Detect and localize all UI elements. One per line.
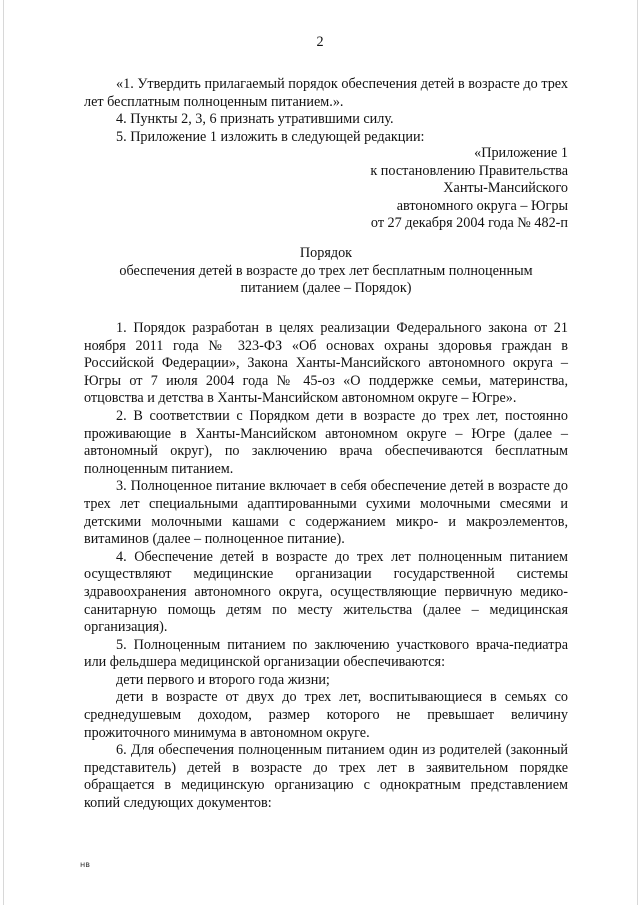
title-line: Порядок — [299, 245, 353, 261]
appendix-line: Ханты-Мансийского — [443, 180, 568, 197]
appendix-header — [370, 145, 568, 233]
intro-section — [84, 76, 568, 146]
footer-code: нв — [80, 860, 90, 869]
main-paragraph: 3. Полноценное питание включает в себя обеспечение детей в возрасте до трех лет специальными адаптированными сухими молочными смесями и детскими молочными кашами с содержанием микро- и макроэлементов, витаминов (далее – полноценное питание). — [84, 478, 568, 548]
main-paragraph: 4. Обеспечение детей в возрасте до трех лет полноценным питанием осуществляют медицинские организации государственной системы здравоохранения автономного округа, осуществляющие первичную медико-санитарную помощь детям по месту жительства (далее – медицинская организация). — [84, 548, 568, 636]
intro-paragraph: 4. Пункты 2, 3, 6 признать утратившими силу. — [116, 111, 394, 128]
main-paragraph: 6. Для обеспечения полноценным питанием один из родителей (законный представитель) детей в возрасте до трех лет в заявительном порядке обращается в медицинскую организацию с однократным представлением копий следующих документов: — [84, 742, 568, 812]
main-paragraph: дети в возрасте от двух до трех лет, воспитывающиеся в семьях со среднедушевым доходом, размер которого не превышает величину прожиточного минимума в автономном округе. — [84, 689, 568, 741]
main-paragraph: 2. В соответствии с Порядком дети в возрасте до трех лет, постоянно проживающие в Ханты-Мансийском автономном округе – Югре (далее – автономный округ), по заключению врача обеспечиваются бесплатным полноценным питанием. — [84, 407, 568, 477]
appendix-line: автономного округа – Югры — [396, 197, 568, 214]
intro-paragraph: «1. Утвердить прилагаемый порядок обеспечения детей в возрасте до трех лет бесплатным полноценным питанием.». — [84, 76, 568, 110]
scan-edge-right — [637, 0, 638, 905]
scan-edge-left — [3, 0, 4, 905]
main-paragraph: 5. Полноценным питанием по заключению участкового врача-педиатра или фельдшера медицинской организации обеспечиваются: — [84, 636, 568, 671]
main-paragraph: дети первого и второго года жизни; — [116, 671, 330, 688]
main-section — [84, 320, 568, 813]
appendix-line: «Приложение 1 — [474, 145, 568, 161]
main-paragraph: 1. Порядок разработан в целях реализации Федерального закона от 21 ноября 2011 года № 323-ФЗ «Об основах охраны здоровья граждан в Российской Федерации», Закона Ханты-Мансийского автономного округа – Югры от 7 июля 2004 года № 45-оз «О поддержке семьи, материнства, отцовства и детства в Ханты-Мансийском автономном округе – Югре». — [84, 320, 568, 407]
intro-paragraph: 5. Приложение 1 изложить в следующей редакции: — [116, 128, 425, 145]
document-title — [84, 245, 568, 298]
title-line: питанием (далее – Порядок) — [240, 280, 412, 297]
appendix-line: к постановлению Правительства — [370, 162, 568, 179]
appendix-line: от 27 декабря 2004 года № 482-п — [370, 215, 568, 232]
title-line: обеспечения детей в возрасте до трех лет бесплатным полноценным — [119, 262, 533, 279]
page-number: 2 — [316, 34, 324, 50]
